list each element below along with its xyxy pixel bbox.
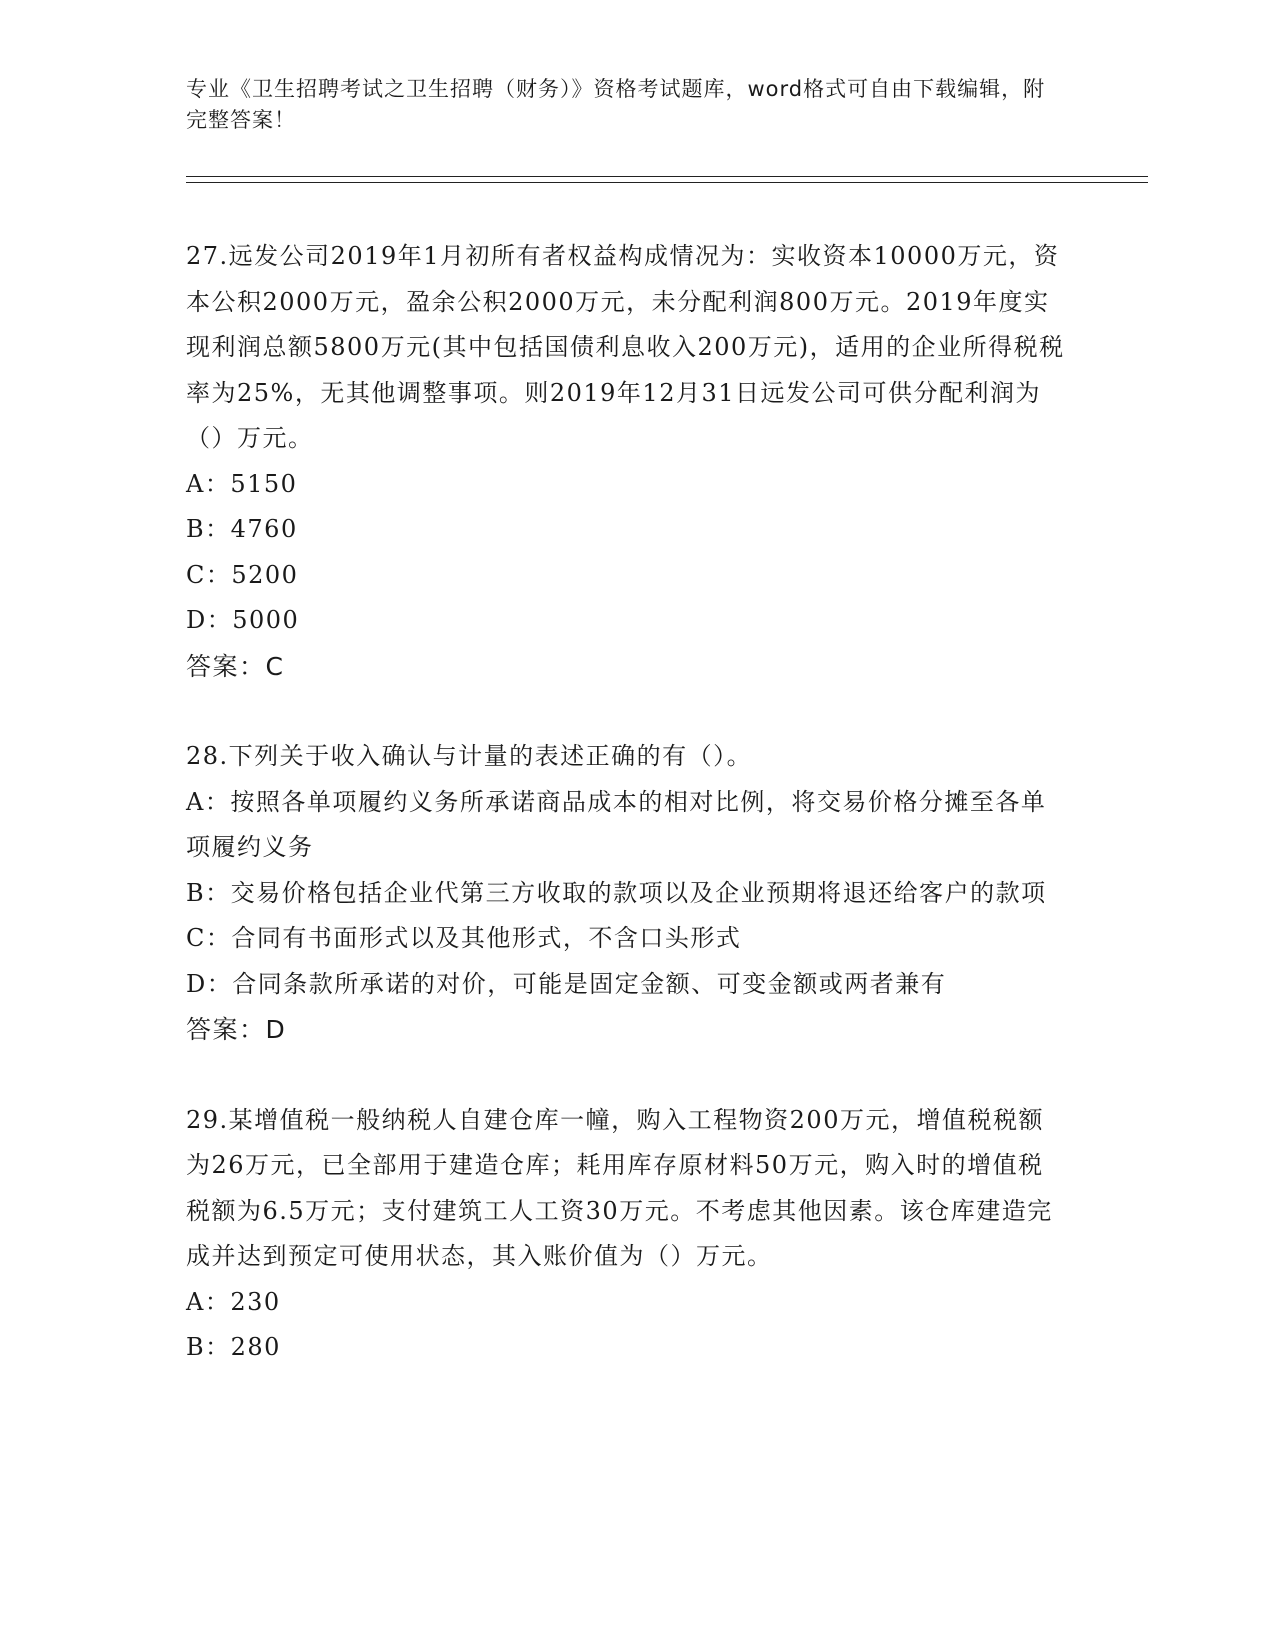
question-stem: 29.某增值税一般纳税人自建仓库一幢，购入工程物资200万元，增值税税额为26万元，已全部用于建造仓库；耗用库存原材料50万元，购入时的增值税税额为6.5万元；支付建筑工人工资30万元。不考虑其他因素。该仓库建造完成并达到预定可使用状态，其入账价值为（）万元。 <box>186 1105 1053 1270</box>
option-a: A：5150 <box>186 469 298 498</box>
question-28 <box>186 734 1066 1053</box>
question-27 <box>186 234 1066 689</box>
header-divider-top <box>186 176 1148 177</box>
question-spacer <box>186 1053 1066 1098</box>
question-spacer <box>186 689 1066 734</box>
question-29 <box>186 1098 1066 1371</box>
option-d: D：5000 <box>186 606 300 634</box>
option-d: D：合同条款所承诺的对价，可能是固定金额、可变金额或两者兼有 <box>186 969 947 998</box>
question-stem: 28.下列关于收入确认与计量的表述正确的有（）。 <box>186 742 753 770</box>
question-stem: 27.远发公司2019年1月初所有者权益构成情况为：实收资本10000万元，资本公积2000万元，盈余公积2000万元，未分配利润800万元。2019年度实现利润总额5800万元(其中包括国债利息收入200万元)，适用的企业所得税税率为25%，无其他调整事项。则2019年12月31日远发公司可供分配利润为（）万元。 <box>186 242 1065 452</box>
answer: 答案：C <box>186 651 285 681</box>
option-c: C：5200 <box>186 560 299 589</box>
option-b: B：交易价格包括企业代第三方收取的款项以及企业预期将退还给客户的款项 <box>186 878 1047 907</box>
answer: 答案：D <box>186 1015 287 1044</box>
option-b: B：280 <box>186 1333 281 1361</box>
option-a: A：按照各单项履约义务所承诺商品成本的相对比例，将交易价格分摊至各单项履约义务 <box>186 787 1047 861</box>
header-divider-bottom <box>186 182 1148 183</box>
document-header: 专业《卫生招聘考试之卫生招聘（财务）》资格考试题库，word格式可自由下载编辑，附完整答案！ <box>186 77 1046 132</box>
option-b: B：4760 <box>186 515 298 543</box>
question-list <box>186 234 1066 1371</box>
option-c: C：合同有书面形式以及其他形式，不含口头形式 <box>186 924 742 952</box>
option-a: A：230 <box>186 1287 281 1316</box>
